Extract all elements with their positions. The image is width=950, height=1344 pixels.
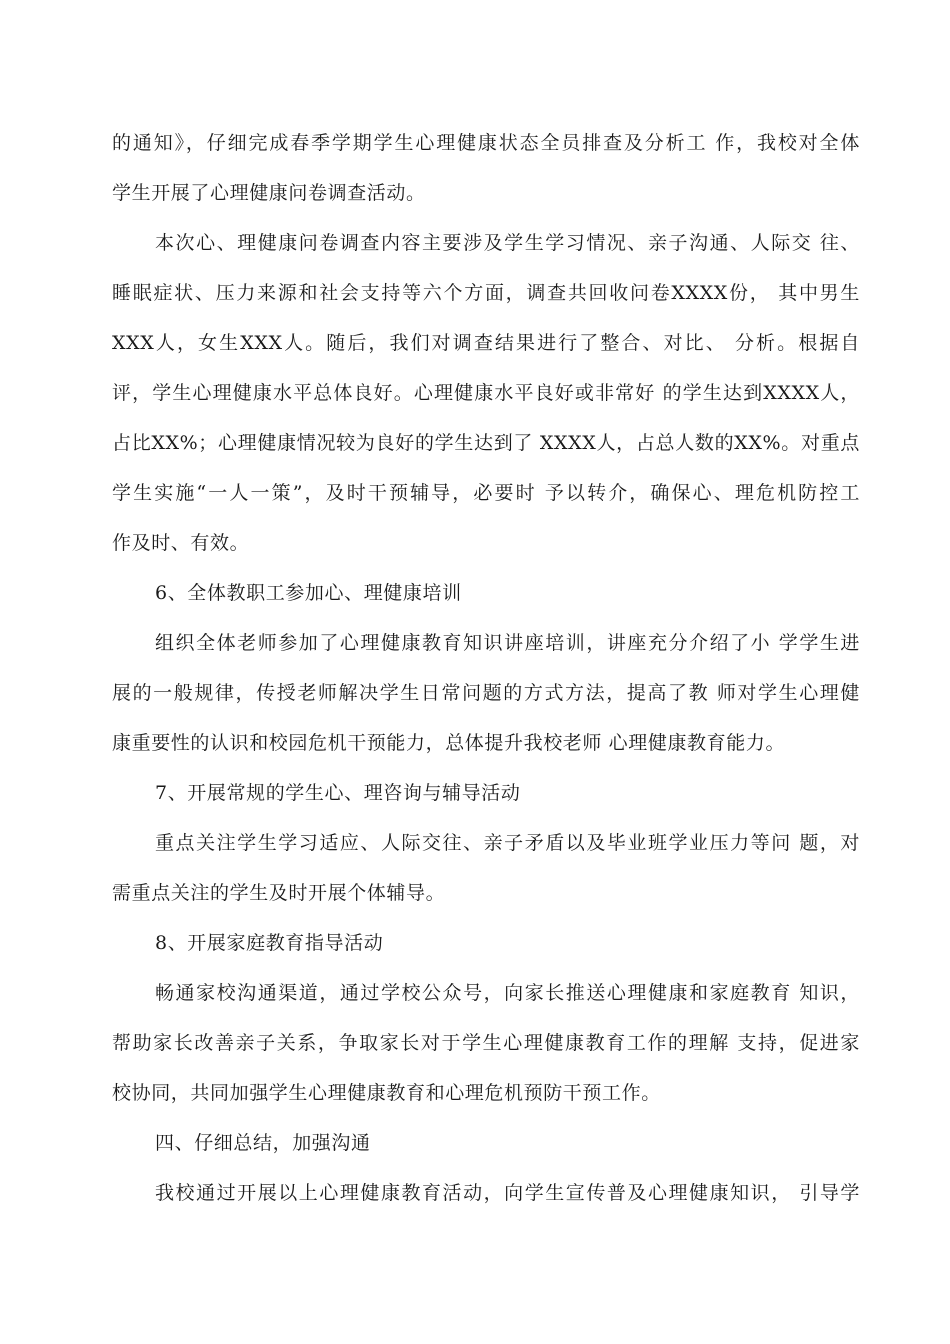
text-line: 需重点关注的学生及时开展个体辅导。 <box>112 882 446 904</box>
text-line: 帮助家长改善亲子关系，争取家长对于学生心理健康教育工作的理解 支持，促进家 <box>112 1032 860 1054</box>
text-line: 重点关注学生学习适应、人际交往、亲子矛盾以及毕业班学业压力等问 题，对 <box>155 832 860 854</box>
text-line: 学生实施“一人一策”，及时干预辅导，必要时 予以转介，确保心、理危机防控工 <box>112 482 860 504</box>
text-line: 康重要性的认识和校园危机干预能力，总体提升我校老师 心理健康教育能力。 <box>112 732 786 754</box>
text-line: 评，学生心理健康水平总体良好。心理健康水平良好或非常好 的学生达到XXXX人， <box>112 382 860 404</box>
text-line: 7、开展常规的学生心、理咨询与辅导活动 <box>155 782 521 804</box>
text-line: 6、全体教职工参加心、理健康培训 <box>155 582 462 604</box>
text-line: 学生开展了心理健康问卷调查活动。 <box>112 182 426 204</box>
text-line: 校协同，共同加强学生心理健康教育和心理危机预防干预工作。 <box>112 1082 661 1104</box>
text-line: 本次心、理健康问卷调查内容主要涉及学生学习情况、亲子沟通、人际交 往、 <box>155 232 860 254</box>
text-line: 我校通过开展以上心理健康教育活动，向学生宣传普及心理健康知识， 引导学 <box>155 1182 860 1204</box>
text-line: 占比XX%；心理健康情况较为良好的学生达到了 XXXX人，占总人数的XX%。对重点 <box>112 432 860 454</box>
text-line: XXX人，女生XXX人。随后，我们对调查结果进行了整合、对比、 分析。根据自 <box>112 332 860 354</box>
text-line: 的通知》，仔细完成春季学期学生心理健康状态全员排查及分析工 作，我校对全体 <box>112 132 860 154</box>
text-line: 展的一般规律，传授老师解决学生日常问题的方式方法，提高了教 师对学生心理健 <box>112 682 860 704</box>
text-line: 组织全体老师参加了心理健康教育知识讲座培训，讲座充分介绍了小 学学生进 <box>155 632 860 654</box>
text-line: 作及时、有效。 <box>112 532 250 554</box>
text-line: 四、仔细总结，加强沟通 <box>155 1132 371 1154</box>
document-body <box>112 118 860 1218</box>
text-line: 睡眠症状、压力来源和社会支持等六个方面，调查共回收问卷XXXX份， 其中男生 <box>112 282 860 304</box>
text-line: 畅通家校沟通渠道，通过学校公众号，向家长推送心理健康和家庭教育 知识， <box>155 982 860 1004</box>
text-line: 8、开展家庭教育指导活动 <box>155 932 384 954</box>
